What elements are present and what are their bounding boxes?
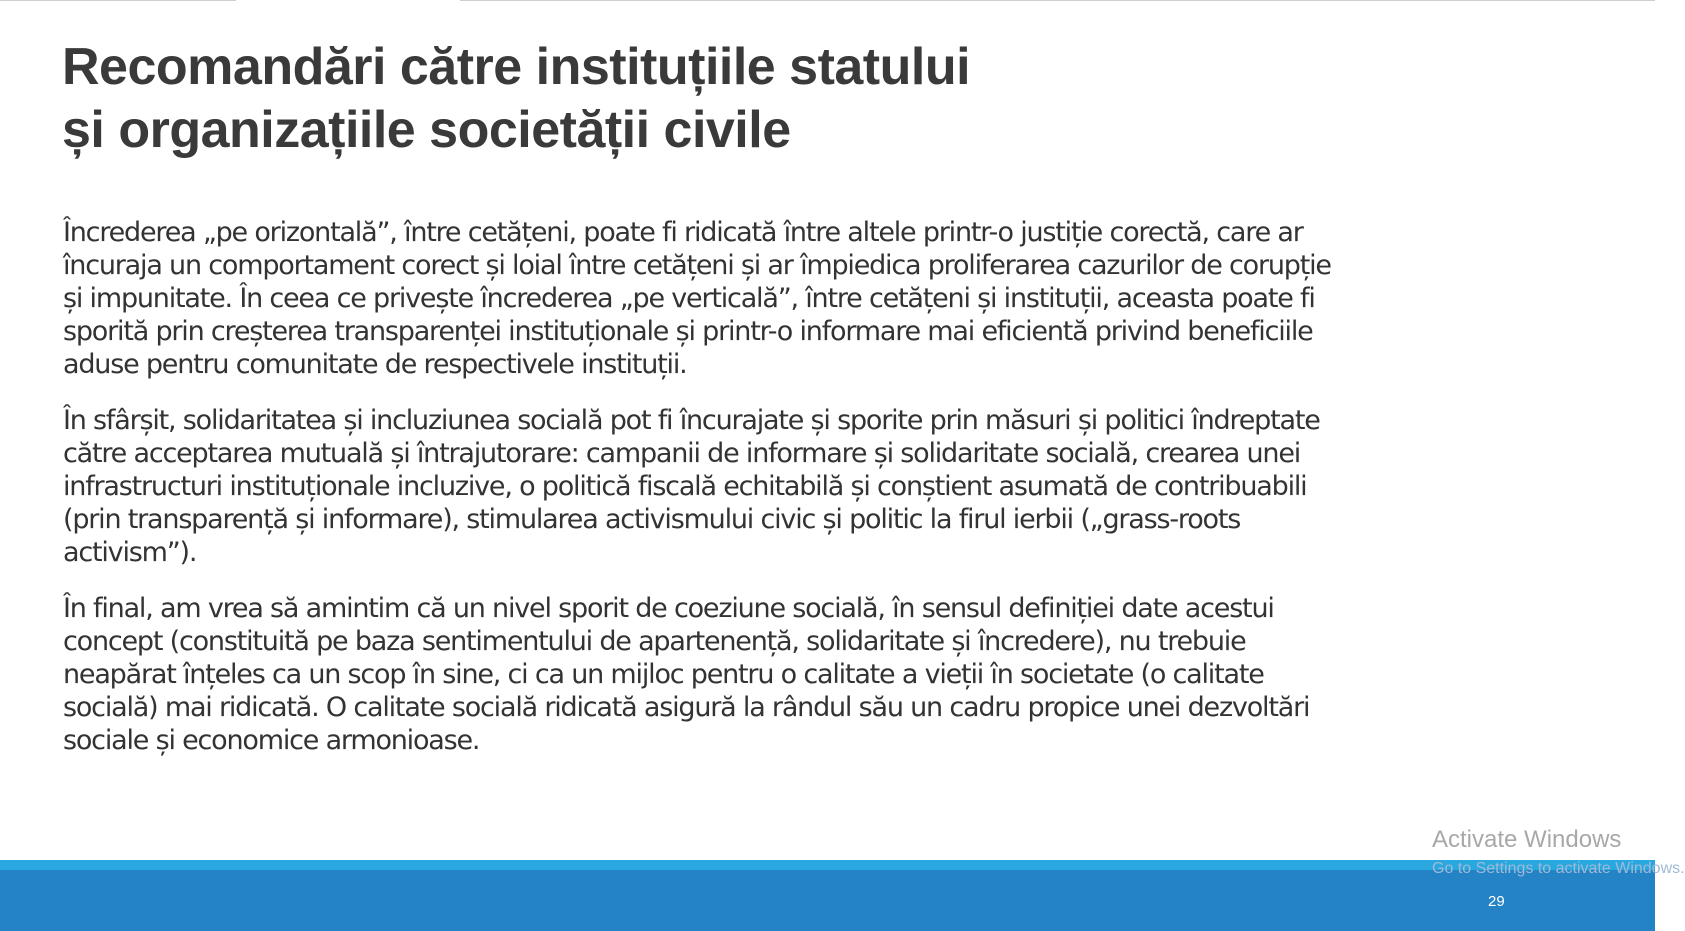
body-line: și impunitate. În ceea ce privește încrederea „pe verticală”, între cetățeni și instituții, aceasta poate fi (63, 283, 1315, 314)
footer-bar (0, 870, 1655, 931)
top-divider-highlight (236, 0, 460, 2)
body-line: sporită prin creșterea transparenței instituționale și printr-o informare mai eficientă privind beneficiile (63, 316, 1313, 347)
body-paragraph (63, 592, 1603, 757)
body-line: sociale și economice armonioase. (63, 725, 480, 756)
activate-windows-watermark-title: Activate Windows (1432, 826, 1622, 853)
body-paragraph (63, 404, 1603, 569)
slide-number: 29 (1488, 893, 1505, 910)
slide-body (63, 216, 1603, 780)
body-line: infrastructuri instituționale incluzive, o politică fiscală echitabilă și conștient asumată de contribuabili (63, 471, 1307, 502)
body-paragraph (63, 216, 1603, 381)
body-line: În final, am vrea să amintim că un nivel sporit de coeziune socială, în sensul definiției date acestui (63, 593, 1274, 624)
body-line: încuraja un comportament corect și loial între cetățeni și ar împiedica proliferarea cazurilor de corupție (63, 250, 1331, 281)
slide-title (62, 36, 1262, 162)
body-line: aduse pentru comunitate de respectivele instituții. (63, 349, 687, 380)
body-line: concept (constituită pe baza sentimentului de apartenență, solidaritate și încredere), nu trebuie (63, 626, 1246, 657)
slide-title-line: Recomandări către instituțiile statului (62, 38, 971, 96)
body-line: În sfârșit, solidaritatea și incluziunea socială pot fi încurajate și sporite prin măsuri și politici îndreptate (63, 405, 1320, 436)
body-line: (prin transparență și informare), stimularea activismului civic și politic la firul ierbii („grass-roots (63, 504, 1241, 535)
slide-title-line: și organizațiile societății civile (62, 101, 791, 159)
body-line: Încrederea „pe orizontală”, între cetățeni, poate fi ridicată între altele printr-o justiție corectă, care ar (63, 217, 1303, 248)
body-line: activism”). (63, 537, 197, 568)
body-line: socială) mai ridicată. O calitate socială ridicată asigură la rândul său un cadru propice unei dezvoltări (63, 692, 1310, 723)
footer-accent-stripe (0, 860, 1655, 870)
body-line: către acceptarea mutuală și întrajutorare: campanii de informare și solidaritate socială, crearea unei (63, 438, 1301, 469)
body-line: neapărat înțeles ca un scop în sine, ci ca un mijloc pentru o calitate a vieții în societate (o calitate (63, 659, 1264, 690)
activate-windows-watermark-subtitle[interactable]: Go to Settings to activate Windows. (1432, 860, 1685, 877)
